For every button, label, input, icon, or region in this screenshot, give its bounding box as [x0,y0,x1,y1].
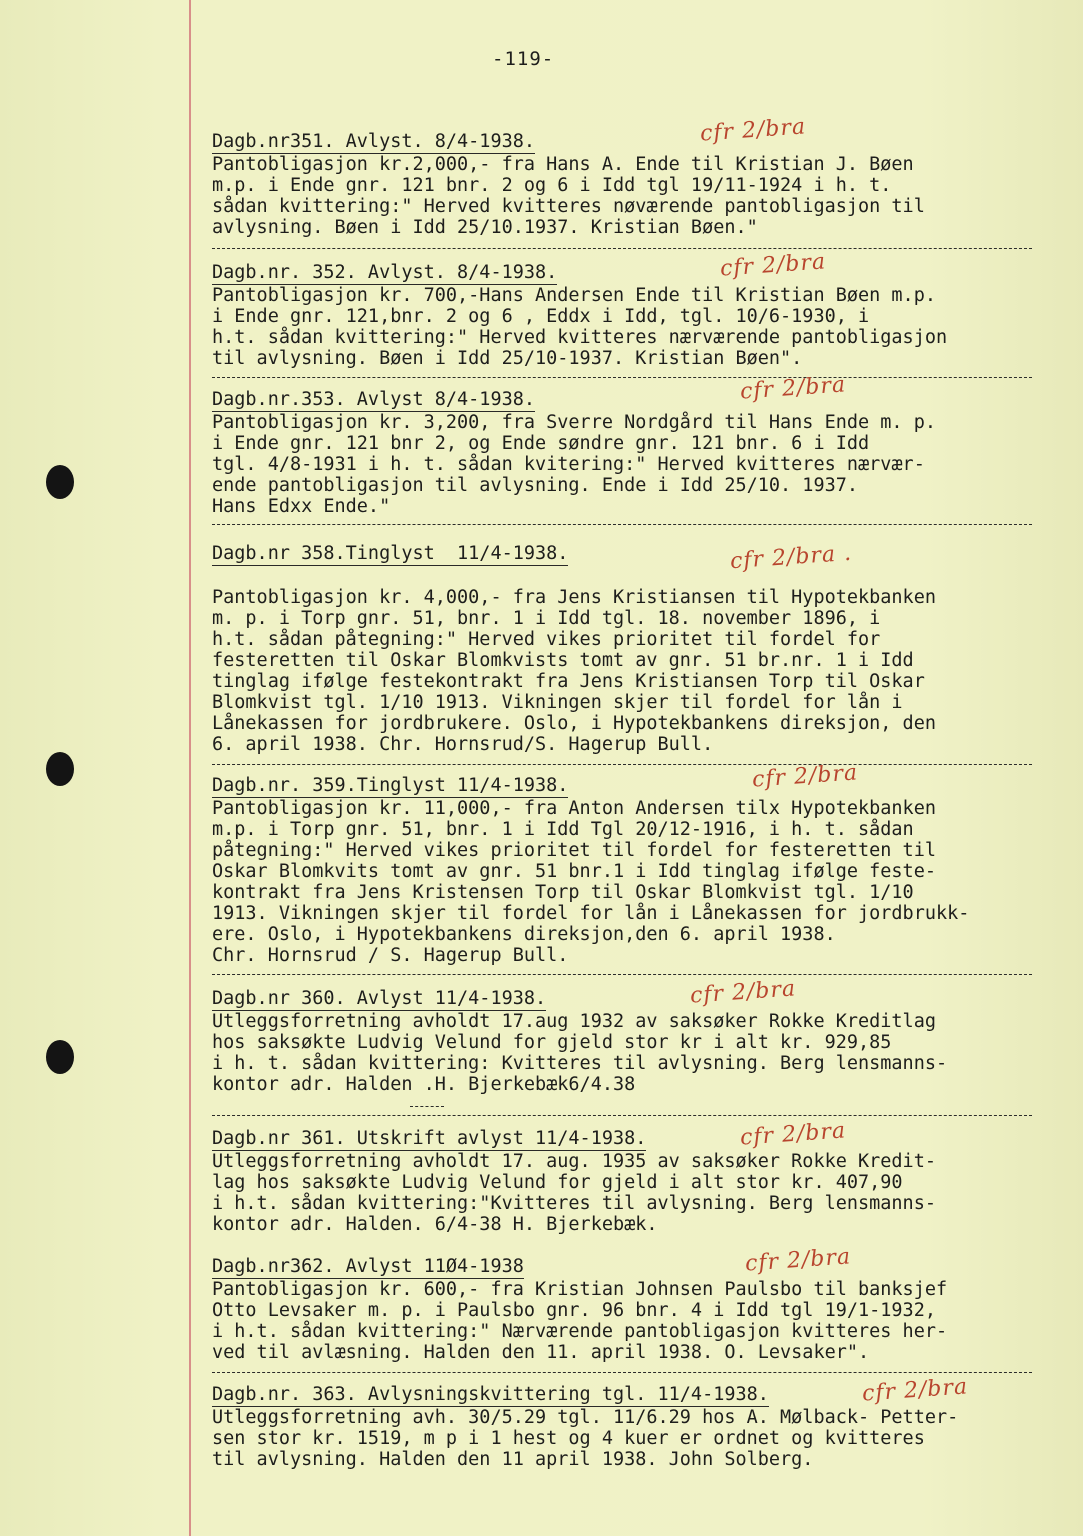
margin-annotation: cfr 2/bra [739,1118,847,1151]
separator [212,1115,1032,1116]
margin-annotation: cfr 2/bra [744,1244,852,1277]
separator [410,1106,444,1107]
separator [212,248,1032,249]
entry-text: Pantobligasjon kr.2,000,- fra Hans A. Ende til Kristian J. Bøen m.p. i Ende gnr. 121 bnr. 2 og 6 i Idd tgl 19/11-1924 i h. t. sådan kvittering:" Herved kvitteres nøværende pantobligasjon til avlysning. Bøen i Idd 25/10.1937. Kristian Bøen." [212,154,925,238]
margin-annotation: cfr 2/bra . [729,540,853,575]
entry-text: Pantobligasjon kr. 11,000,- fra Anton Andersen tilx Hypotekbanken m.p. i Torp gnr. 51, bnr. 1 i Idd Tgl 20/12-1916, i h. t. sådan påtegning:" Herved vikes prioritet til fordel for festeretten til Oskar Blomkvits tomt av gnr. 51 bnr.1 i Idd tinglag ifølge feste- kontrakt fra Jens Kristensen Torp til Oskar Blomkvist tgl. 1/10 1913. Vikningen skjer til fordel for lån i Lånekassen for jordbrukk- ere. Oslo, i Hypotekbankens direksjon,den 6. april 1938. Chr. Hornsrud / S. Hagerup Bull. [212,798,970,966]
margin-annotation: cfr 2/bra [699,114,807,147]
page-number: -119- [492,48,555,70]
entry-heading: Dagb.nr. 363. Avlysningskvittering tgl. 11/4-1938. [212,1384,769,1405]
entry-351 [212,131,1072,238]
entry-360 [212,988,1072,1095]
margin-annotation: cfr 2/bra [689,976,797,1009]
punch-hole [46,752,74,786]
entry-heading: Dagb.nr 358.Tinglyst 11/4-1938. [212,543,569,564]
entry-heading: Dagb.nr.353. Avlyst 8/4-1938. [212,389,536,410]
margin-annotation: cfr 2/bra [861,1374,969,1407]
entry-heading: Dagb.nr. 352. Avlyst. 8/4-1938. [212,262,558,283]
entry-353 [212,389,1072,517]
entry-352 [212,262,1072,369]
entry-heading: Dagb.nr 361. Utskrift avlyst 11/4-1938. [212,1128,647,1149]
separator [212,764,1032,765]
entry-text: Utleggsforretning avh. 30/5.29 tgl. 11/6.29 hos A. Mølback- Petter- sen stor kr. 1519, m p i 1 hest og 4 kuer er ordnet og kvitteres til avlysning. Halden den 11 april 1938. John Solberg. [212,1407,959,1470]
entry-text: Pantobligasjon kr. 600,- fra Kristian Johnsen Paulsbo til banksjef Otto Levsaker m. p. i Paulsbo gnr. 96 bnr. 4 i Idd tgl 19/1-1932, i h.t. sådan kvittering:" Nærværende pantobligasjon kvitteres her- ved til avlæsning. Halden den 11. april 1938. O. Levsaker". [212,1279,948,1363]
entry-heading: Dagb.nr 360. Avlyst 11/4-1938. [212,988,547,1009]
entry-text: Utleggsforretning avholdt 17.aug 1932 av saksøker Rokke Kreditlag hos saksøkte Ludvig Velund for gjeld stor kr i alt kr. 929,85 i h. t. sådan kvittering: Kvitteres til avlysning. Berg lensmanns- kontor adr. Halden .H. Bjerkebæk6/4.38 [212,1011,948,1095]
punch-hole [46,465,74,499]
entry-361 [212,1128,1072,1235]
separator [212,524,1032,525]
entry-358 [212,540,1072,755]
entry-heading: Dagb.nr351. Avlyst. 8/4-1938. [212,131,536,152]
entry-text: Utleggsforretning avholdt 17. aug. 1935 av saksøker Rokke Kredit- lag hos saksøkte Ludvig Velund for gjeld i alt stor kr. 407,90 i h.t. sådan kvittering:"Kvitteres til avlysning. Berg lensmanns- kontor adr. Halden. 6/4-38 H. Bjerkebæk. [212,1151,936,1235]
separator [212,974,1032,975]
entry-text: Pantobligasjon kr. 4,000,- fra Jens Kristiansen til Hypotekbanken m. p. i Torp gnr. 51, bnr. 1 i Idd tgl. 18. november 1896, i h.t. sådan påtegning:" Herved vikes prioritet til fordel for festeretten til Oskar Blomkvists tomt av gnr. 51 br.nr. 1 i Idd tinglag ifølge festekontrakt fra Jens Kristiansen Torp til Oskar Blomkvist tgl. 1/10 1913. Vikningen skjer til fordel for lån i Lånekassen for jordbrukere. Oslo, i Hypotekbankens direksjon, den 6. april 1938. Chr. Hornsrud/S. Hagerup Bull. [212,587,936,755]
margin-line [189,0,191,1536]
entry-362 [212,1256,1072,1363]
entry-text: Pantobligasjon kr. 3,200, fra Sverre Nordgård til Hans Ende m. p. i Ende gnr. 121 bnr 2, og Ende søndre gnr. 121 bnr. 6 i Idd tgl. 4/8-1931 i h. t. sådan kvitering:" Herved kvitteres nærvær- ende pantobligasjon til avlysning. Ende i Idd 25/10. 1937. Hans Edxx Ende." [212,412,936,517]
entry-359 [212,775,1072,966]
punch-hole [46,1040,74,1074]
entry-heading: Dagb.nr362. Avlyst 11Ø4-1938 [212,1256,524,1277]
margin-annotation: cfr 2/bra [751,760,859,793]
margin-annotation: cfr 2/bra [739,372,847,405]
separator [212,1372,1032,1373]
entry-heading: Dagb.nr. 359.Tinglyst 11/4-1938. [212,775,569,796]
entry-text: Pantobligasjon kr. 700,-Hans Andersen Ende til Kristian Bøen m.p. i Ende gnr. 121,bnr. 2 og 6 , Eddx i Idd, tgl. 10/6-1930, i h.t. sådan kvittering:" Herved kvitteres nærværende pantobligasjon til avlysning. Bøen i Idd 25/10-1937. Kristian Bøen". [212,285,948,369]
margin-annotation: cfr 2/bra [719,249,827,282]
separator [212,377,1032,378]
